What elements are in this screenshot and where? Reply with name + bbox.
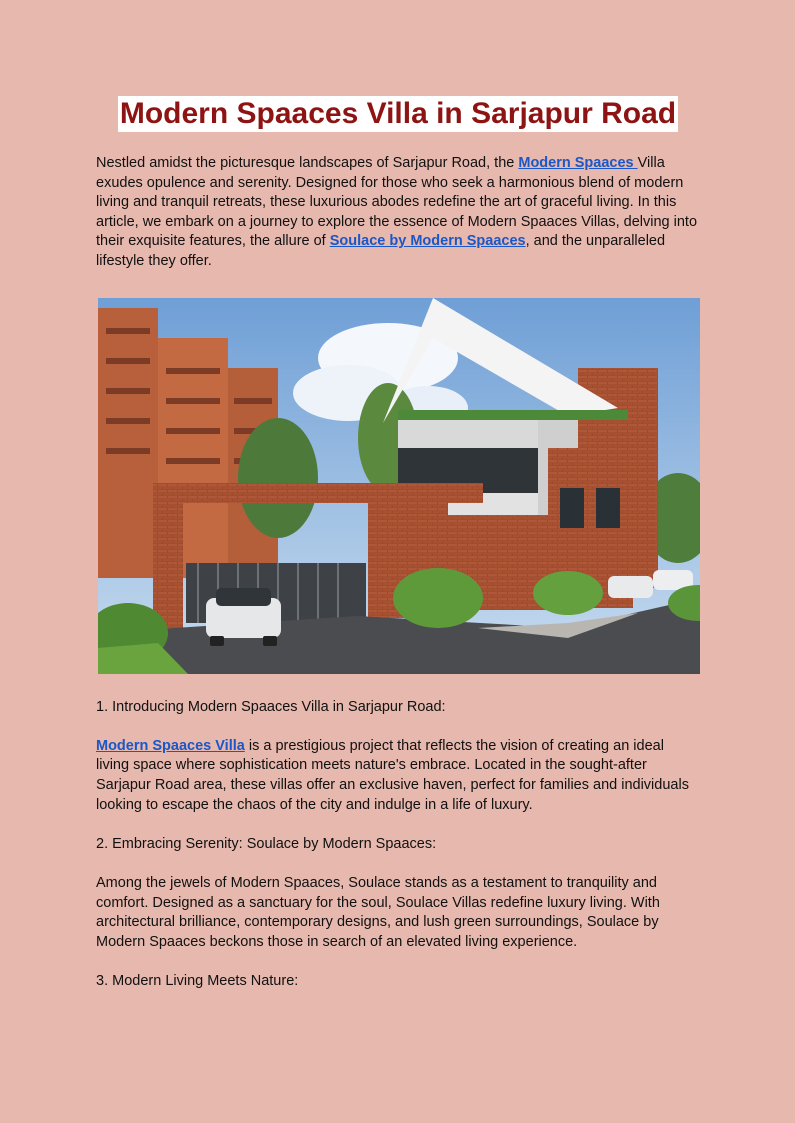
document-page [96, 96, 700, 991]
section-body-2: Among the jewels of Modern Spaaces, Soulace stands as a testament to tranquility and comfort. Designed as a sanctuary for the soul, Soulace Villas redefine luxury living. With architectural brilliance, contemporary designs, and lush green surroundings, Soulace by Modern Spaaces beckons those in search of an elevated living experience. [96, 874, 660, 950]
page-title: Modern Spaaces Villa in Sarjapur Road [119, 97, 677, 130]
section-body-1 [96, 737, 700, 815]
section-heading-2: 2. Embracing Serenity: Soulace by Modern Spaaces: [96, 835, 437, 852]
section-heading-3: 3. Modern Living Meets Nature: [96, 972, 299, 989]
intro-text-2: Villa exudes opulence and serenity. Designed for those who seek a harmonious blend of modern living and tranquil retreats, these luxurious abodes redefine the art of graceful living. In this article, we embark on a journey to explore the essence of Modern Spaaces Villas, delving into their exquisite features, the allure of [96, 155, 698, 250]
modern-spaaces-villa-link[interactable]: Modern Spaaces Villa [96, 737, 245, 754]
section-heading-1: 1. Introducing Modern Spaaces Villa in Sarjapur Road: [96, 698, 446, 715]
intro-paragraph [96, 154, 700, 272]
intro-text-1: Nestled amidst the picturesque landscapes of Sarjapur Road, the [96, 155, 519, 171]
title-block [96, 96, 700, 132]
villa-rendering-image [98, 298, 700, 674]
intro-text-3: , and the unparalleled lifestyle they offer. [96, 233, 666, 269]
section-body-1-text: is a prestigious project that reflects the vision of creating an ideal living space where sophistication meets nature's embrace. Located in the sought-after Sarjapur Road area, these villas offer an exclusive haven, perfect for families and individuals looking to escape the chaos of the city and indulge in a life of luxury. [96, 737, 689, 813]
soulace-link[interactable]: Soulace by Modern Spaaces [329, 233, 526, 250]
modern-spaaces-link[interactable]: Modern Spaaces [518, 155, 638, 171]
